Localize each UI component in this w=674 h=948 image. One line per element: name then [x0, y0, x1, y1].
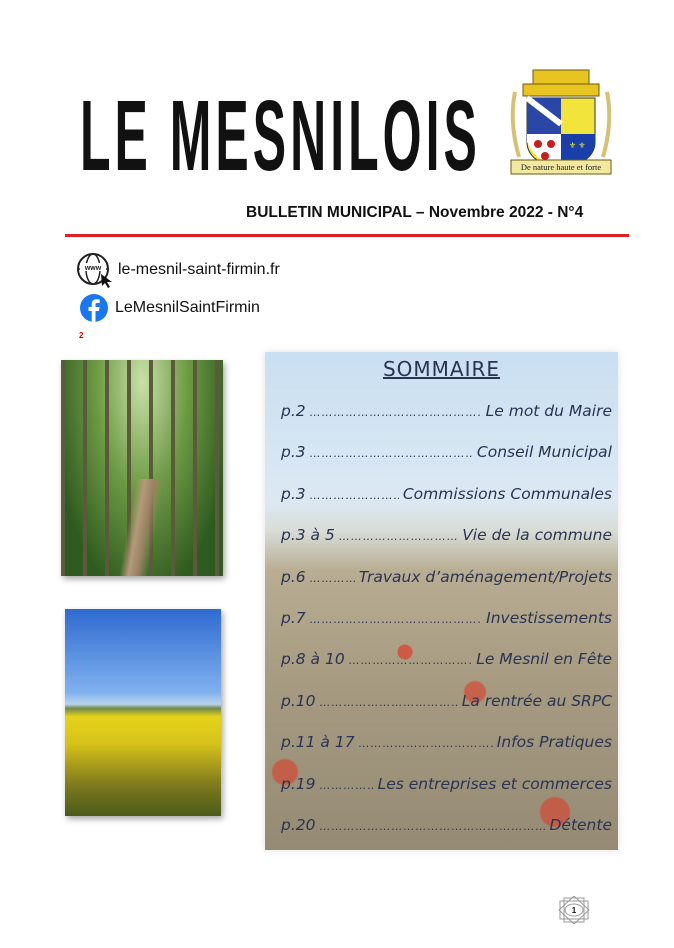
toc-dot-leader	[310, 572, 355, 585]
toc-item	[281, 650, 612, 668]
toc-dot-leader	[320, 696, 458, 709]
page-number: 1	[571, 906, 577, 915]
table-of-contents	[265, 352, 618, 850]
facebook-icon	[80, 294, 108, 322]
toc-page: p.3	[281, 443, 306, 462]
toc-heading: SOMMAIRE	[382, 357, 501, 381]
toc-title: Commissions Communales	[402, 484, 612, 503]
toc-dot-leader	[310, 406, 482, 419]
toc-item	[281, 526, 612, 544]
toc-item	[281, 816, 612, 834]
bulletin-subtitle: BULLETIN MUNICIPAL – Novembre 2022 - N°4	[246, 204, 584, 221]
toc-item	[281, 568, 612, 586]
toc-dot-leader	[349, 654, 472, 667]
toc-item	[281, 402, 612, 420]
forest-path-photo	[61, 360, 223, 576]
facebook-page-name[interactable]: LeMesnilSaintFirmin	[115, 299, 260, 316]
toc-item	[281, 443, 612, 461]
toc-title: La rentrée au SRPC	[461, 691, 612, 710]
toc-dot-leader	[310, 613, 482, 626]
toc-title: Infos Pratiques	[496, 733, 612, 752]
toc-page: p.8 à 10	[281, 650, 345, 669]
toc-dot-leader	[320, 820, 546, 833]
svg-text:www: www	[84, 265, 102, 272]
coat-of-arms-logo	[505, 62, 617, 184]
toc-page: p.11 à 17	[281, 733, 355, 752]
toc-item	[281, 692, 612, 710]
toc-page: p.6	[281, 567, 306, 586]
globe-www-icon	[76, 252, 114, 288]
page-number-ornament	[557, 896, 591, 924]
toc-title: Investissements	[486, 609, 612, 627]
toc-page: p.7	[281, 609, 306, 627]
toc-item	[281, 775, 612, 793]
toc-item	[281, 609, 612, 627]
toc-page: p.3	[281, 484, 306, 503]
toc-page: p.19	[281, 774, 316, 793]
toc-page: p.3 à 5	[281, 526, 335, 545]
toc-title: Le mot du Maire	[485, 402, 612, 420]
toc-dot-leader	[359, 737, 493, 750]
website-url[interactable]: le-mesnil-saint-firmin.fr	[118, 261, 280, 278]
footnote-marker: 2	[79, 331, 84, 340]
crest-motto: De nature haute et forte	[520, 162, 602, 172]
facebook-link[interactable]	[80, 294, 260, 322]
toc-title: Vie de la commune	[462, 526, 612, 545]
toc-dot-leader	[310, 489, 399, 502]
toc-page: p.10	[281, 691, 316, 710]
toc-page: p.20	[281, 816, 316, 834]
toc-title: Conseil Municipal	[476, 443, 612, 462]
rapeseed-field-photo	[65, 609, 221, 816]
svg-text:⚜ ⚜: ⚜ ⚜	[569, 141, 586, 150]
toc-item	[281, 485, 612, 503]
toc-title: Le Mesnil en Fête	[476, 650, 612, 669]
toc-page: p.2	[281, 402, 306, 420]
toc-dot-leader	[320, 779, 374, 792]
toc-dot-leader	[339, 530, 458, 543]
toc-item	[281, 733, 612, 751]
newsletter-title: LE MESNILOIS	[80, 80, 481, 192]
toc-title: Travaux d’aménagement/Projets	[358, 567, 612, 586]
header-divider	[65, 234, 629, 237]
toc-title: Les entreprises et commerces	[377, 774, 612, 793]
toc-dot-leader	[310, 447, 473, 460]
website-link[interactable]	[76, 252, 280, 288]
toc-title: Détente	[549, 816, 612, 834]
